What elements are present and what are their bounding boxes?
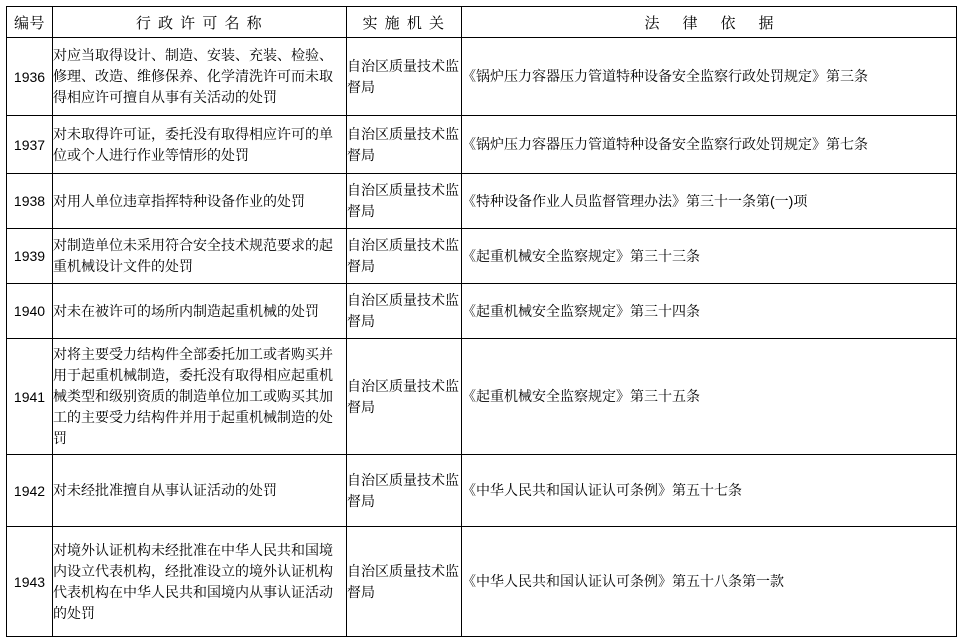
cell-legal-basis: 《中华人民共和国认证认可条例》第五十八条第一款 <box>462 527 957 637</box>
cell-permit-name: 对将主要受力结构件全部委托加工或者购买并用于起重机械制造，委托没有取得相应起重机械类型和级别资质的制造单位加工或购买其加工的主要受力结构件并用于起重机械制造的处罚 <box>53 339 347 455</box>
cell-permit-name: 对未取得许可证，委托没有取得相应许可的单位或个人进行作业等情形的处罚 <box>53 116 347 174</box>
table-row <box>7 174 957 229</box>
cell-legal-basis: 《锅炉压力容器压力管道特种设备安全监察行政处罚规定》第七条 <box>462 116 957 174</box>
cell-permit-name: 对未在被许可的场所内制造起重机械的处罚 <box>53 284 347 339</box>
cell-id: 1943 <box>7 527 53 637</box>
column-header-name <box>53 7 347 38</box>
cell-id: 1937 <box>7 116 53 174</box>
table-row <box>7 38 957 116</box>
column-header-id <box>7 7 53 38</box>
cell-legal-basis: 《起重机械安全监察规定》第三十四条 <box>462 284 957 339</box>
cell-id: 1940 <box>7 284 53 339</box>
cell-authority: 自治区质量技术监督局 <box>347 339 462 455</box>
column-header-id-label: 编号 <box>13 14 45 32</box>
cell-legal-basis: 《特种设备作业人员监督管理办法》第三十一条第(一)项 <box>462 174 957 229</box>
cell-permit-name: 对未经批准擅自从事认证活动的处罚 <box>53 455 347 527</box>
cell-authority: 自治区质量技术监督局 <box>347 229 462 284</box>
column-header-law-label: 法 律 依 据 <box>644 14 778 32</box>
cell-authority: 自治区质量技术监督局 <box>347 38 462 116</box>
cell-authority: 自治区质量技术监督局 <box>347 284 462 339</box>
table-row <box>7 229 957 284</box>
cell-legal-basis: 《起重机械安全监察规定》第三十五条 <box>462 339 957 455</box>
column-header-name-label: 行 政 许 可 名 称 <box>135 14 264 32</box>
cell-id: 1942 <box>7 455 53 527</box>
cell-legal-basis: 《中华人民共和国认证认可条例》第五十七条 <box>462 455 957 527</box>
cell-authority: 自治区质量技术监督局 <box>347 527 462 637</box>
cell-id: 1941 <box>7 339 53 455</box>
cell-legal-basis: 《起重机械安全监察规定》第三十三条 <box>462 229 957 284</box>
table-header-row <box>7 7 957 38</box>
table-row <box>7 455 957 527</box>
table-row <box>7 284 957 339</box>
cell-permit-name: 对制造单位未采用符合安全技术规范要求的起重机械设计文件的处罚 <box>53 229 347 284</box>
column-header-law <box>462 7 957 38</box>
column-header-org <box>347 7 462 38</box>
cell-id: 1938 <box>7 174 53 229</box>
cell-permit-name: 对应当取得设计、制造、安装、充装、检验、修理、改造、维修保养、化学清洗许可而未取得相应许可擅自从事有关活动的处罚 <box>53 38 347 116</box>
table-row <box>7 527 957 637</box>
cell-permit-name: 对用人单位违章指挥特种设备作业的处罚 <box>53 174 347 229</box>
cell-authority: 自治区质量技术监督局 <box>347 455 462 527</box>
column-header-org-label: 实 施 机 关 <box>362 14 446 32</box>
table-header <box>7 7 957 38</box>
cell-legal-basis: 《锅炉压力容器压力管道特种设备安全监察行政处罚规定》第三条 <box>462 38 957 116</box>
administrative-permit-table <box>6 6 957 637</box>
cell-id: 1939 <box>7 229 53 284</box>
cell-authority: 自治区质量技术监督局 <box>347 174 462 229</box>
table-row <box>7 339 957 455</box>
table-row <box>7 116 957 174</box>
cell-id: 1936 <box>7 38 53 116</box>
table-body <box>7 38 957 637</box>
cell-authority: 自治区质量技术监督局 <box>347 116 462 174</box>
cell-permit-name: 对境外认证机构未经批准在中华人民共和国境内设立代表机构，经批准设立的境外认证机构代表机构在中华人民共和国境内从事认证活动的处罚 <box>53 527 347 637</box>
